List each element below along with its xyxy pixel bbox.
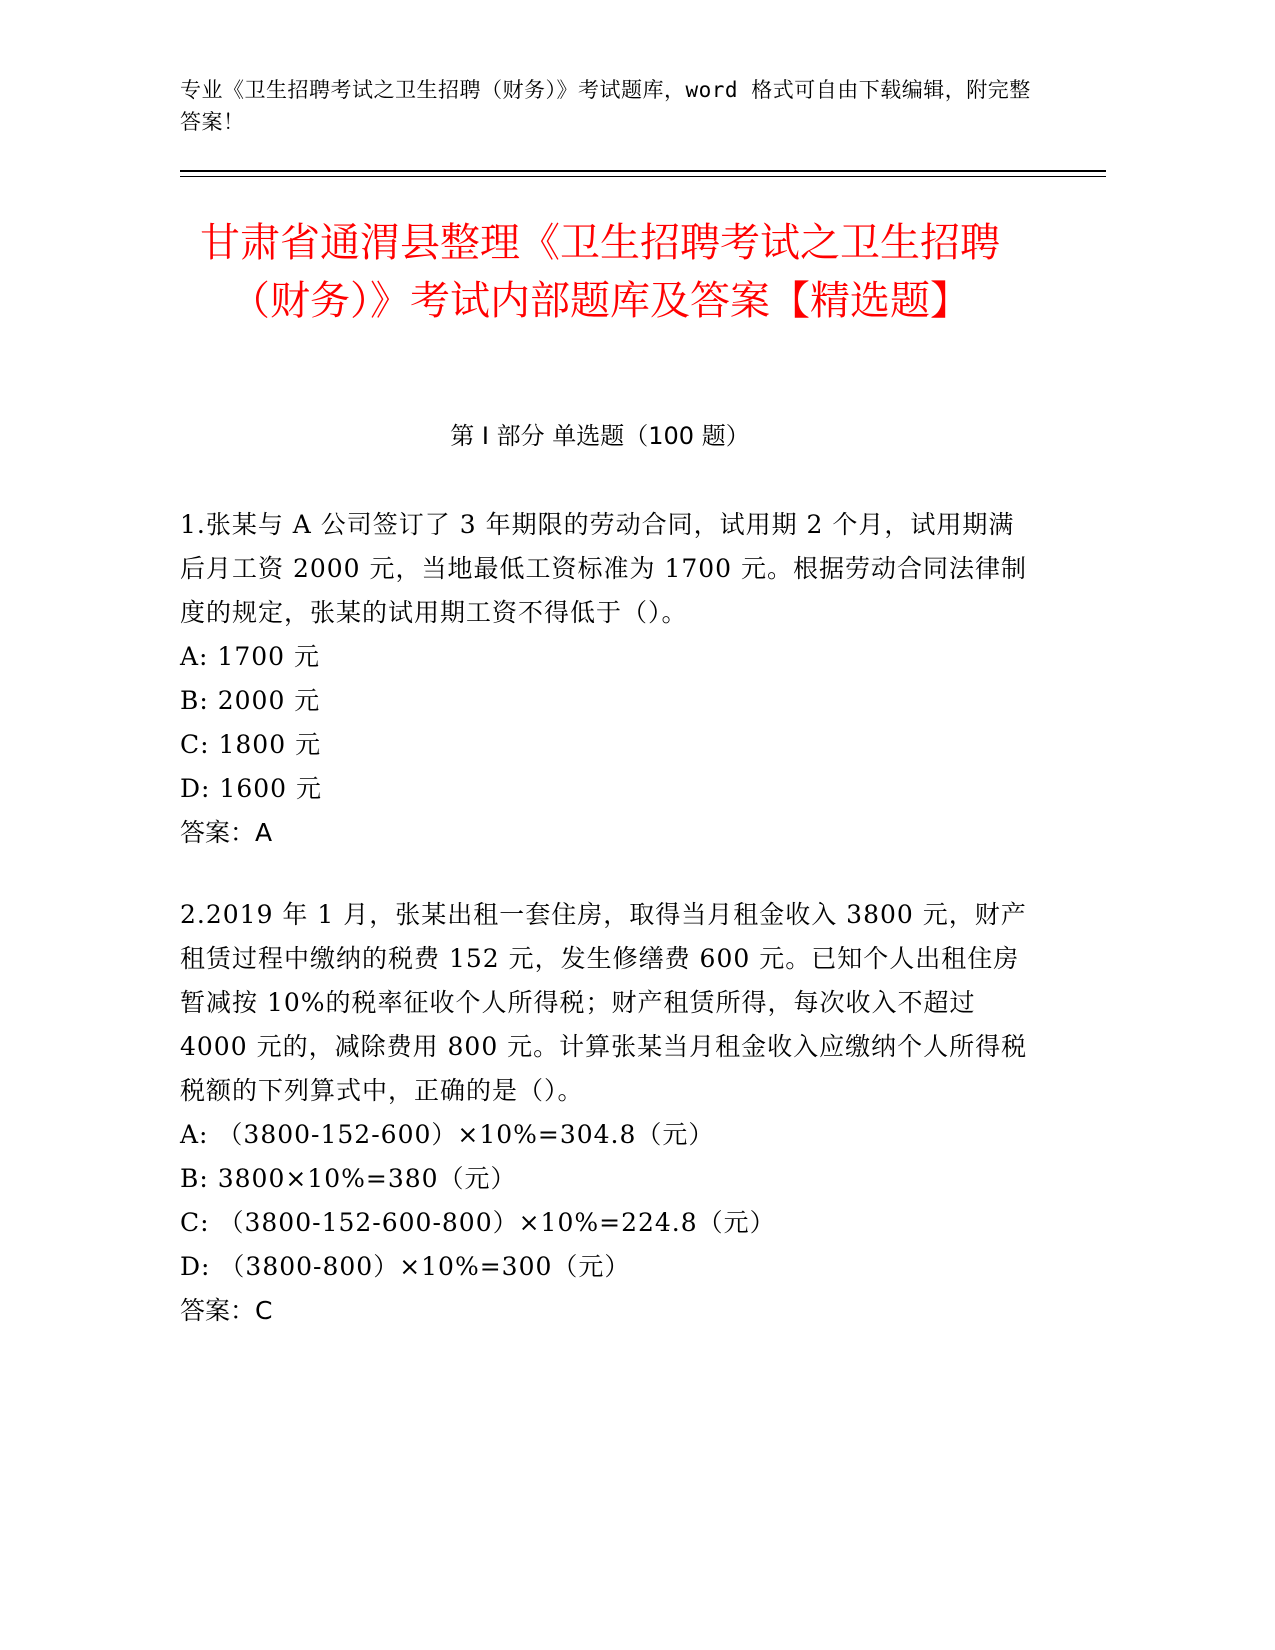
option-a: A: 1700 元: [180, 642, 320, 671]
option-d: D: 1600 元: [180, 774, 322, 803]
question-stem: 1.张某与 A 公司签订了 3 年期限的劳动合同，试用期 2 个月，试用期满后月工资 2000 元，当地最低工资标准为 1700 元。根据劳动合同法律制度的规定，张某的试用期工资不得低于（）。: [180, 510, 1028, 627]
option-c: C: （3800-152-600-800）×10%=224.8（元）: [180, 1208, 776, 1237]
option-b: B: 3800×10%=380（元）: [180, 1164, 517, 1193]
section-title: 第 I 部分 单选题（100 题）: [450, 422, 750, 450]
answer: 答案：A: [180, 818, 273, 847]
header-note: 专业《卫生招聘考试之卫生招聘（财务）》考试题库，word 格式可自由下载编辑，附完整答案！: [180, 78, 1031, 134]
option-a: A: （3800-152-600）×10%=304.8（元）: [180, 1120, 715, 1149]
header-divider-thin: [180, 176, 1106, 177]
question-stem: 2.2019 年 1 月，张某出租一套住房，取得当月租金收入 3800 元，财产租赁过程中缴纳的税费 152 元，发生修缮费 600 元。已知个人出租住房暂减按 10%的税率征收个人所得税；财产租赁所得，每次收入不超过 4000 元的，减除费用 800 元。计算张某当月租金收入应缴纳个人所得税税额的下列算式中，正确的是（）。: [180, 900, 1028, 1105]
answer: 答案：C: [180, 1296, 273, 1325]
document-title: 甘肃省通渭县整理《卫生招聘考试之卫生招聘（财务）》考试内部题库及答案【精选题】: [200, 220, 1000, 324]
question-2: [180, 893, 1040, 1333]
header-divider-thick: [180, 170, 1106, 172]
option-b: B: 2000 元: [180, 686, 321, 715]
option-d: D: （3800-800）×10%=300（元）: [180, 1252, 631, 1281]
option-c: C: 1800 元: [180, 730, 322, 759]
question-1: [180, 503, 1040, 855]
